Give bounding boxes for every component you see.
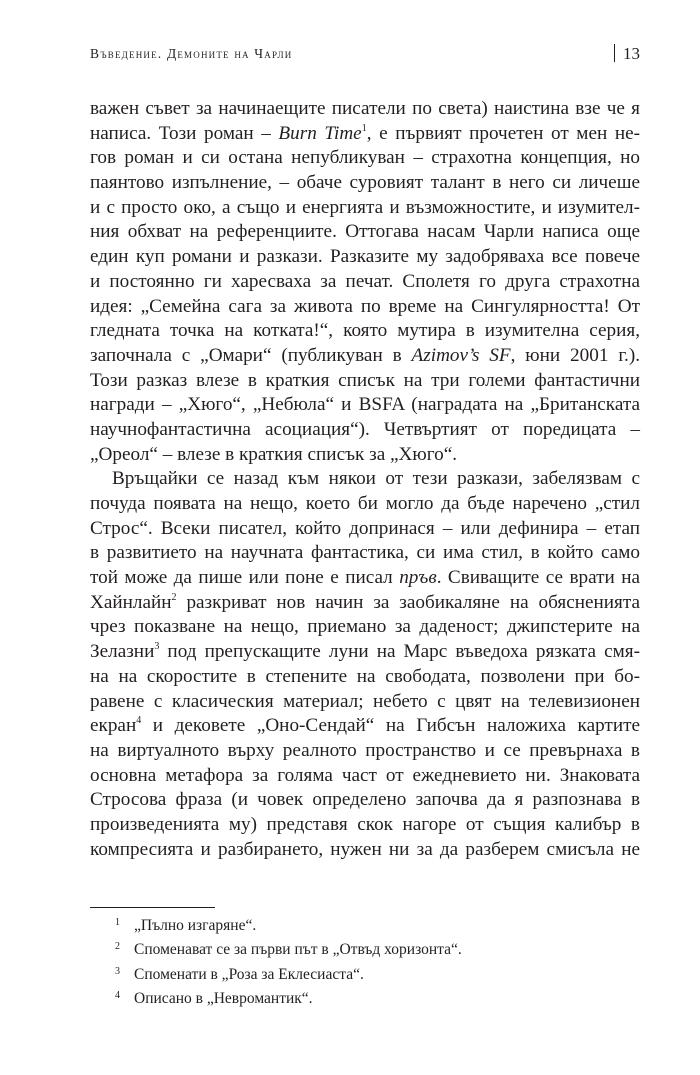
text-line	[90, 541, 640, 566]
text-span: паянтово изпълнение, – обаче суровият талант в него си личеше	[90, 172, 640, 194]
text-span: и дековете „Оно-Сендай“ на Гибсън наложиха картите	[141, 715, 640, 737]
text-span: и постоянно ги харесваха за печат. Сполетя го друга страхотна	[90, 270, 640, 292]
text-line	[90, 344, 640, 369]
text-line	[90, 418, 640, 443]
text-line	[90, 813, 640, 838]
italic-title: Azimov’s SF	[411, 344, 511, 366]
text-span: и с просто око, а също и енергията и възможностите, и изумител-	[90, 196, 640, 218]
text-line	[90, 220, 640, 245]
footnote-text: Споменават се за първи път в „Отвъд хоризонта“.	[134, 941, 462, 959]
page-number-box	[614, 44, 640, 64]
text-span: Строс“. Всеки писател, който допринася – или дефинира – етап	[90, 517, 640, 539]
text-span: , е първият прочетен от мен не-	[366, 122, 640, 144]
text-span: основна метафора за голяма част от ежедневието ни. Знаковата	[90, 764, 640, 786]
text-line	[90, 97, 640, 122]
header-divider	[614, 44, 615, 62]
footnote-number: 2	[115, 941, 120, 953]
text-line	[90, 270, 640, 295]
footnote-ref: 2	[171, 591, 177, 603]
text-span: ния обхват на референциите. Оттогава насам Чарли написа още	[90, 221, 640, 243]
footnote-ref: 4	[136, 715, 142, 727]
text-span: на на скоростите в степените на свободата, позволени при бо-	[90, 665, 640, 687]
text-span: идея: „Семейна сага за живота по време на Сингулярността! От	[90, 295, 640, 317]
text-line	[90, 295, 640, 320]
text-span: написа. Този роман –	[90, 122, 279, 144]
page-number: 13	[623, 44, 640, 63]
text-span: , юни 2001 г.).	[510, 344, 641, 366]
text-span: един куп романи и разкази. Разказите му задобряваха все повече	[90, 246, 640, 268]
text-span: на виртуалното върху реалното пространство и се превърнаха в	[90, 739, 640, 761]
text-span: Стросова фраза (и човек определено започва да я разпознава в	[90, 789, 640, 811]
text-span: той може да пише или поне е писал	[90, 567, 400, 589]
text-span: компресията и разбирането, нужен ни за да разберем смисъла не	[90, 838, 640, 860]
text-line	[90, 764, 640, 789]
text-line	[90, 171, 640, 196]
text-span: равене с класическия материал; небето с цвят на телевизионен	[90, 690, 640, 712]
footnote	[90, 935, 640, 959]
text-span: в развитието на научната фантастика, си има стил, в който само	[90, 542, 640, 564]
running-head: Въведение. Демоните на Чарли	[90, 46, 293, 61]
footnote-text: Споменати в „Роза за Еклесиаста“.	[134, 965, 364, 983]
italic-title: Burn Time	[278, 122, 362, 144]
footnote-number: 4	[115, 989, 120, 1001]
text-span: Този разказ влезе в краткия списък на три големи фантастични	[90, 369, 640, 391]
footnote-text: „Пълно изгаряне“.	[134, 917, 257, 934]
text-line	[90, 640, 640, 665]
text-span: разкриват нов начин за заобикаляне на обясненията	[176, 591, 640, 613]
main-text	[90, 97, 640, 862]
text-line	[90, 615, 640, 640]
text-line	[90, 122, 640, 147]
text-line	[90, 788, 640, 813]
text-span: екран	[90, 715, 137, 737]
text-line	[90, 245, 640, 270]
text-line	[90, 665, 640, 690]
text-line	[90, 591, 640, 616]
text-span: чрез показване на нещо, приемано за даденост; джипстерите на	[90, 616, 640, 638]
text-span: научнофантастична асоциация“). Четвъртият от поредицата –	[90, 418, 640, 440]
footnote	[90, 960, 640, 984]
text-span: Зелазни	[90, 641, 155, 663]
footnote-ref: 3	[154, 641, 160, 653]
text-span: гледната точка на котката!“, която мутира в изумителна серия,	[90, 320, 640, 342]
text-line	[90, 492, 640, 517]
text-line	[90, 319, 640, 344]
text-span: важен съвет за начинаещите писатели по света) наистина взе че я	[90, 98, 640, 119]
text-line	[90, 369, 640, 394]
text-line	[90, 566, 640, 591]
text-span: започнала с „Омари“ (публикуван в	[90, 344, 412, 366]
text-span: награди – „Хюго“, „Небюла“ и BSFA (наградата на „Британската	[90, 394, 640, 416]
footnote-divider	[90, 907, 215, 908]
text-line	[90, 393, 640, 418]
text-line	[90, 714, 640, 739]
text-span: Връщайки се назад към някои от тези разкази, забелязвам с	[112, 468, 640, 490]
footnote-text: Описано в „Невромантик“.	[134, 989, 313, 1007]
text-line	[90, 838, 640, 863]
text-line	[90, 443, 640, 468]
footnotes	[90, 911, 640, 1008]
footnote-number: 1	[115, 917, 120, 928]
footnote-number: 3	[115, 965, 120, 977]
text-span: почуда появата на нещо, което би могло да бъде наречено „стил	[90, 493, 640, 514]
footnote-ref: 1	[361, 122, 367, 134]
text-line	[90, 517, 640, 542]
page-header	[90, 44, 640, 74]
text-span: под препускащите луни на Марс въведоха рязката смя-	[159, 641, 640, 663]
text-span: . Свиващите се врати на	[436, 567, 641, 589]
text-line	[90, 467, 640, 492]
text-line	[90, 739, 640, 764]
text-span: произведенията му) представя скок нагоре от същия калибър в	[90, 813, 640, 835]
text-line	[90, 196, 640, 221]
text-span: гов роман и си остана непубликуван – страхотна концепция, но	[90, 147, 640, 169]
text-line	[90, 146, 640, 171]
text-span: „Ореол“ – влезе в краткия списък за „Хюго“.	[90, 443, 458, 465]
footnote	[90, 984, 640, 1008]
italic-word: пръв	[399, 567, 437, 589]
text-span: Хайнлайн	[90, 591, 172, 613]
footnote	[90, 911, 640, 935]
text-line	[90, 690, 640, 715]
